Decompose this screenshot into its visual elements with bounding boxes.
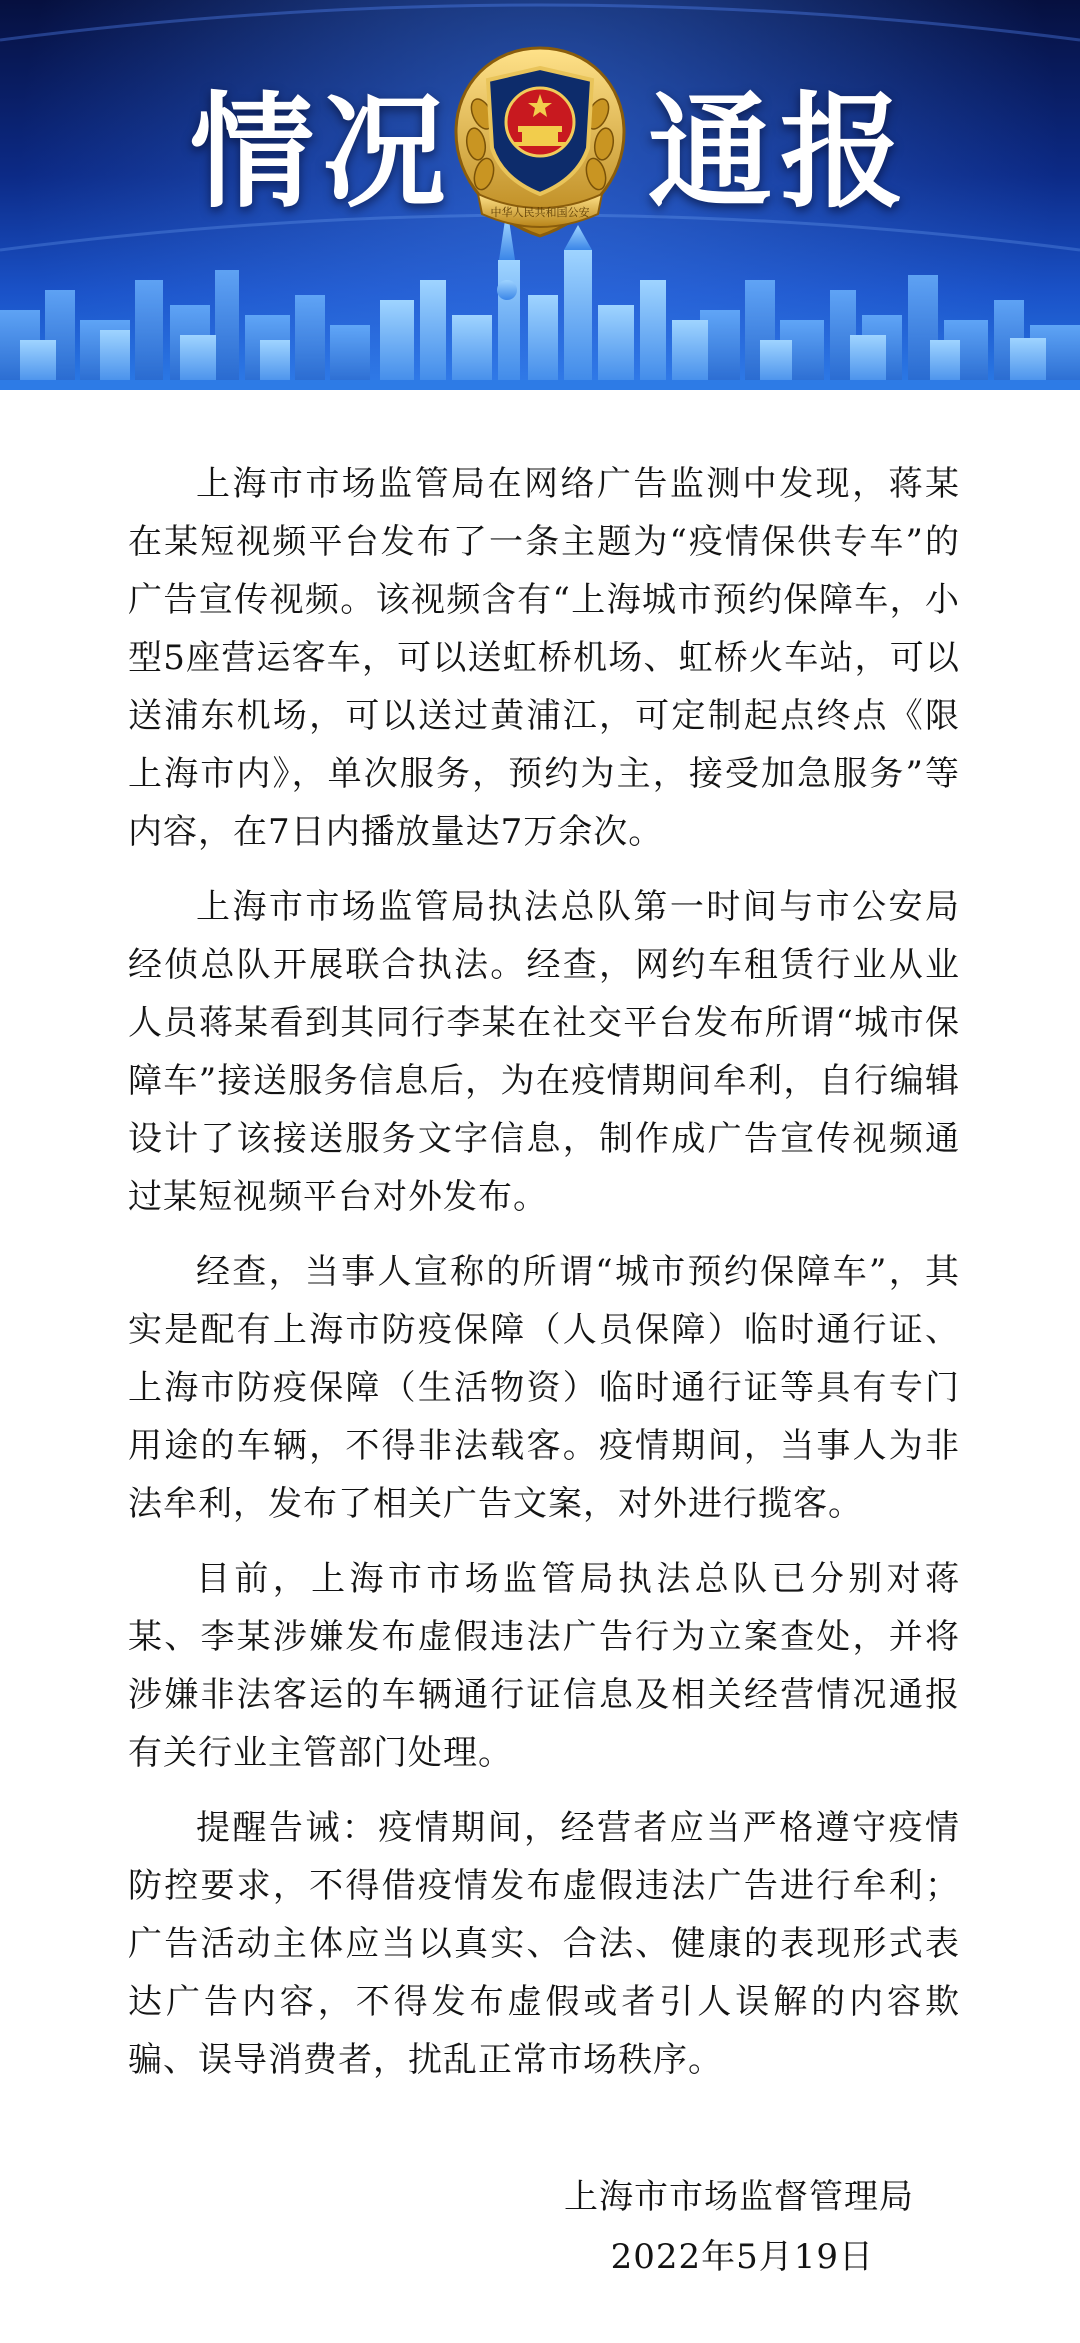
notice-paragraph-1: 上海市市场监管局在网络广告监测中发现，蒋某在某短视频平台发布了一条主题为“疫情保供专车”的广告宣传视频。该视频含有“上海城市预约保障车，小型5座营运客车，可以送虹桥机场、虹桥火车站，可以送浦东机场，可以送过黄浦江，可定制起点终点《限上海市内》，单次服务，预约为主，接受加急服务”等内容，在7日内播放量达7万余次。 (128, 464, 960, 852)
emblem-ribbon-text: 中华人民共和国公安 (490, 206, 590, 219)
city-skyline-illustration (0, 220, 1080, 390)
notice-paragraph-5: 提醒告诫：疫情期间，经营者应当严格遵守疫情防控要求，不得借疫情发布虚假违法广告进行牟利；广告活动主体应当以真实、合法、健康的表现形式表达广告内容，不得发布虚假或者引人误解的内容欺骗、误导消费者，扰乱正常市场秩序。 (128, 1808, 960, 2080)
banner-title-right: 通报 (648, 81, 913, 225)
signature-organization: 上海市市场监督管理局 (564, 2177, 914, 2217)
police-emblem-icon (448, 44, 632, 240)
header-banner (0, 0, 1080, 390)
notice-paragraph-2: 上海市市场监管局执法总队第一时间与市公安局经侦总队开展联合执法。经查，网约车租赁行业从业人员蒋某看到其同行李某在社交平台发布所谓“城市保障车”接送服务信息后，为在疫情期间牟利，自行编辑设计了该接送服务文字信息，制作成广告宣传视频通过某短视频平台对外发布。 (128, 887, 960, 1217)
banner-title-left: 情况 (190, 81, 455, 225)
notice-paragraph-3: 经查，当事人宣称的所谓“城市预约保障车”，其实是配有上海市防疫保障（人员保障）临时通行证、上海市防疫保障（生活物资）临时通行证等具有专门用途的车辆，不得非法载客。疫情期间，当事人为非法牟利，发布了相关广告文案，对外进行揽客。 (128, 1252, 960, 1524)
notice-body (128, 455, 960, 2106)
notice-paragraph-4: 目前，上海市市场监管局执法总队已分别对蒋某、李某涉嫌发布虚假违法广告行为立案查处，并将涉嫌非法客运的车辆通行证信息及相关经营情况通报有关行业主管部门处理。 (128, 1559, 960, 1773)
signature-date: 2022年5月19日 (610, 2237, 874, 2277)
